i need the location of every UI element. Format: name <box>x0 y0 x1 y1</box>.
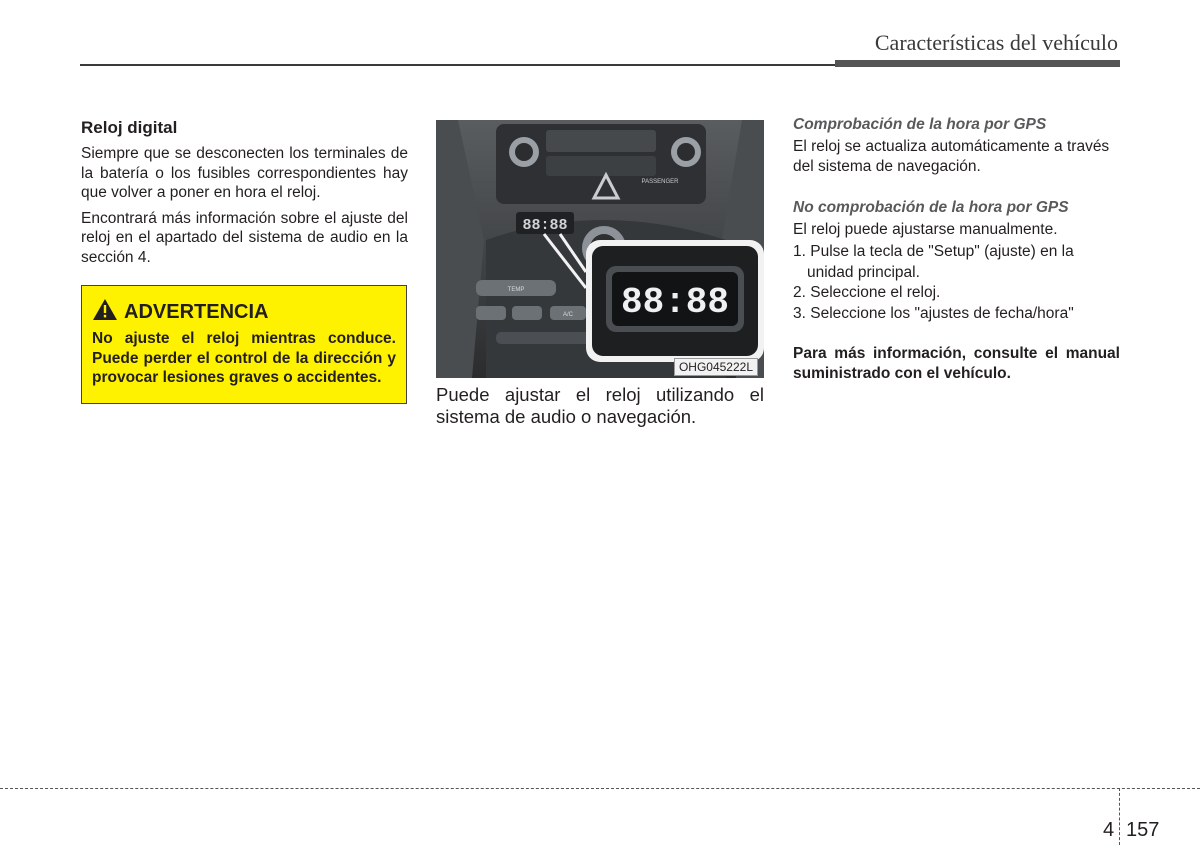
gps-title: Comprobación de la hora por GPS <box>793 116 1047 133</box>
right-column <box>793 116 1120 384</box>
dashboard-illustration <box>436 120 764 378</box>
header-rule <box>80 64 835 66</box>
warning-text: No ajuste el reloj mientras conduce. Puede perder el control de la dirección y provocar lesiones graves o accidentes. <box>92 330 396 386</box>
footer-divider <box>1119 788 1120 845</box>
left-column <box>81 116 408 404</box>
ac-label: A/C <box>562 312 574 318</box>
warning-triangle-icon <box>92 298 118 326</box>
figure-caption: Puede ajustar el reloj utilizando el sistema de audio o navegación. <box>436 384 764 427</box>
warning-title: ADVERTENCIA <box>124 300 269 323</box>
warning-header <box>92 298 396 326</box>
middle-column <box>436 116 764 428</box>
paragraph: Encontrará más información sobre el ajuste del reloj en el apartado del sistema de audio en la sección 4. <box>81 209 408 266</box>
header-rule-accent <box>835 60 1120 67</box>
small-clock-readout: 88:88 <box>522 217 568 234</box>
dashboard-clock-figure <box>436 120 764 378</box>
figure-code: OHG045222L <box>674 358 758 376</box>
list-item: 2. Seleccione el reloj. <box>793 284 941 301</box>
large-clock-readout: 88:88 <box>620 282 730 323</box>
warning-box <box>81 285 407 404</box>
steps-list <box>793 242 1120 324</box>
gps-text: El reloj se actualiza automáticamente a través del sistema de navegación. <box>793 138 1110 175</box>
nogps-title: No comprobación de la hora por GPS <box>793 199 1069 216</box>
page-number: 157 <box>1126 819 1160 841</box>
note-text: Para más información, consulte el manual suministrado con el vehículo. <box>793 345 1120 382</box>
nogps-text: El reloj puede ajustarse manualmente. <box>793 221 1058 238</box>
passenger-label: PASSENGER <box>641 179 679 185</box>
list-item: 3. Seleccione los "ajustes de fecha/hora" <box>793 304 1074 322</box>
temp-label: TEMP <box>507 287 525 293</box>
list-item: 1. Pulse la tecla de "Setup" (ajuste) en la unidad principal. <box>793 243 1074 281</box>
header-title: Características del vehículo <box>874 30 1118 55</box>
section-number: 4 <box>1103 819 1115 841</box>
section-title: Reloj digital <box>81 118 178 137</box>
footer-rule <box>0 788 1200 789</box>
paragraph: Siempre que se desconecten los terminales de la batería o los fusibles correspondientes hay que volver a poner en hora el reloj. <box>81 145 408 201</box>
